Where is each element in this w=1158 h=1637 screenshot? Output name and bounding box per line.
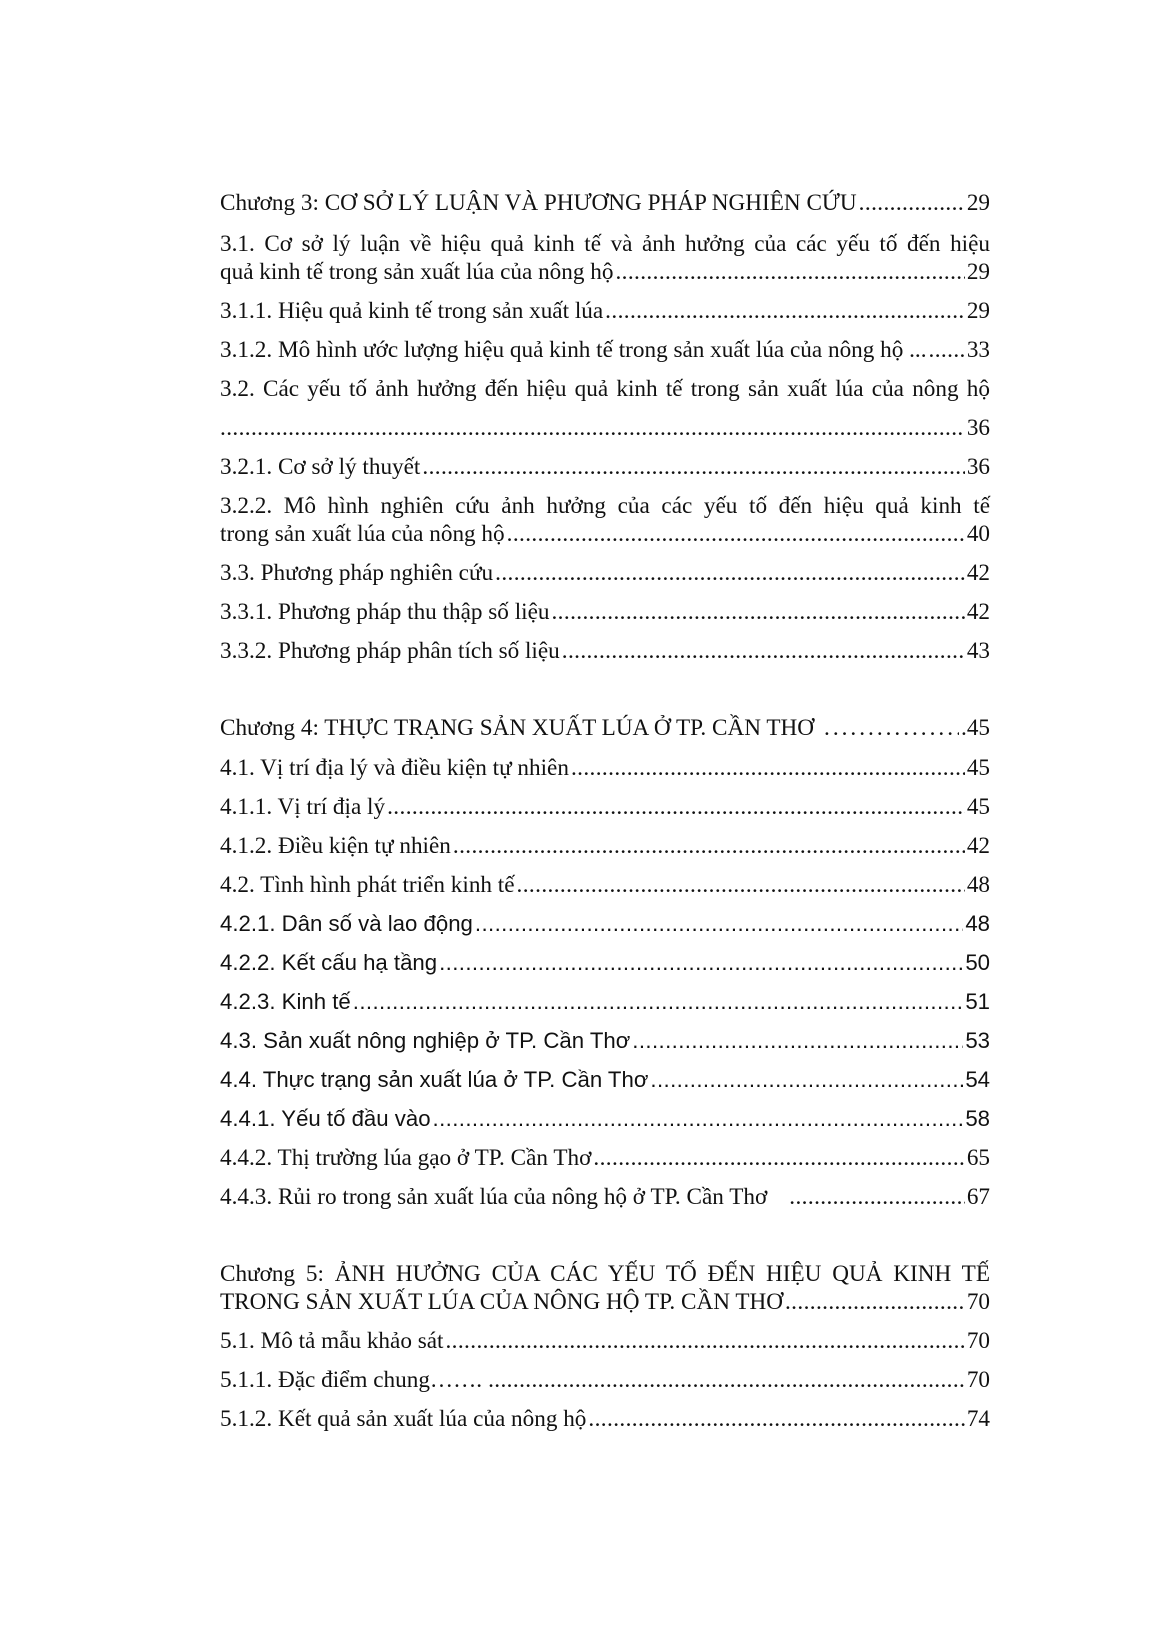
- toc-section-4-3: [220, 1026, 990, 1056]
- toc-title: 4.4.3. Rủi ro trong sản xuất lúa của nông hộ ở TP. Cần Thơ: [220, 1184, 768, 1210]
- toc-page-number: 29: [966, 259, 990, 285]
- toc-section-3-2-2: [220, 519, 990, 549]
- toc-title: 4.4.1. Yếu tố đầu vào: [220, 1106, 431, 1131]
- leader-dots: [632, 1026, 963, 1056]
- leader-dots: [488, 1365, 965, 1395]
- leader-dots: [605, 296, 965, 326]
- leader-dots: [422, 452, 964, 482]
- toc-title: 3.3.2. Phương pháp phân tích số liệu: [220, 638, 560, 664]
- leader-dots: [562, 636, 965, 666]
- toc-section-4-2-3: [220, 987, 990, 1017]
- toc-page-number: 45: [966, 755, 990, 781]
- toc-section-4-2-1: [220, 909, 990, 939]
- toc-title: 4.4. Thực trạng sản xuất lúa ở TP. Cần Thơ: [220, 1067, 649, 1092]
- toc-page-number: 54: [965, 1067, 990, 1092]
- toc-title: 4.2.2. Kết cấu hạ tầng: [220, 950, 438, 975]
- toc-section-4-4: [220, 1065, 990, 1095]
- toc-title: 4.2.3. Kinh tế: [220, 989, 351, 1014]
- toc-page-number: 50: [965, 950, 990, 975]
- toc-page-number: 74: [966, 1406, 990, 1432]
- toc-section-3-2-1: [220, 452, 990, 482]
- toc-title: Chương 4: THỰC TRẠNG SẢN XUẤT LÚA Ở TP. CẦN THƠ: [220, 715, 815, 741]
- toc-section-3-2-line1: 3.2. Các yếu tố ảnh hưởng đến hiệu quả kinh tế trong sản xuất lúa của nông hộ: [220, 376, 990, 402]
- leader-dots: [571, 753, 965, 783]
- leader-dots: [650, 1065, 963, 1095]
- toc-section-3-1-1: [220, 296, 990, 326]
- toc-page-number: .45: [961, 715, 990, 741]
- leader-dots: [517, 870, 965, 900]
- leader-dots: [593, 1143, 964, 1173]
- toc-section-4-1: [220, 753, 990, 783]
- toc-page-number: 40: [966, 521, 990, 547]
- leader-dots: [615, 257, 964, 287]
- toc-page-number: 58: [965, 1106, 990, 1131]
- toc-title: 4.2.1. Dân số và lao động: [220, 911, 473, 936]
- toc-title: 3.1.1. Hiệu quả kinh tế trong sản xuất lúa: [220, 298, 604, 324]
- leader-dots: [433, 1104, 964, 1134]
- toc-title: TRONG SẢN XUẤT LÚA CỦA NÔNG HỘ TP. CẦN THƠ: [220, 1289, 783, 1315]
- toc-page-number: 70: [966, 1328, 990, 1354]
- toc-title: trong sản xuất lúa của nông hộ: [220, 521, 505, 547]
- toc-title: 4.3. Sản xuất nông nghiệp ở TP. Cần Thơ: [220, 1028, 631, 1053]
- toc-title: Chương 3: CƠ SỞ LÝ LUẬN VÀ PHƯƠNG PHÁP NGHIÊN CỨU: [220, 190, 857, 216]
- toc-title: 3.2.1. Cơ sở lý thuyết: [220, 454, 421, 480]
- toc-section-4-2-2: [220, 948, 990, 978]
- toc-section-3-3: [220, 558, 990, 588]
- toc-page-number: 33: [966, 337, 990, 363]
- leader-dots: [439, 948, 963, 978]
- toc-title: 5.1.2. Kết quả sản xuất lúa của nông hộ: [220, 1406, 587, 1432]
- toc-title: 3.1.2. Mô hình ước lượng hiệu quả kinh tế trong sản xuất lúa của nông hộ ...: [220, 337, 927, 363]
- leader-dots: [387, 792, 965, 822]
- toc-section-4-4-1: [220, 1104, 990, 1134]
- toc-title: 3.3.1. Phương pháp thu thập số liệu: [220, 599, 550, 625]
- toc-section-3-2: [220, 413, 990, 443]
- leader-dots: [824, 713, 959, 743]
- toc-page-number: 42: [966, 833, 990, 859]
- toc-title: 3.3. Phương pháp nghiên cứu: [220, 560, 494, 586]
- toc-section-3-2-2-line1: 3.2.2. Mô hình nghiên cứu ảnh hưởng của các yếu tố đến hiệu quả kinh tế: [220, 493, 990, 519]
- toc-page-number: 67: [966, 1184, 990, 1210]
- leader-dots: [588, 1404, 964, 1434]
- toc-chapter-3: [220, 188, 990, 218]
- toc-page-number: 70: [966, 1289, 990, 1315]
- toc-title: 5.1.1. Đặc điểm chung…….: [220, 1367, 483, 1393]
- leader-dots: [551, 597, 964, 627]
- toc-section-4-4-2: [220, 1143, 990, 1173]
- toc-section-3-1: [220, 257, 990, 287]
- toc-section-3-3-1: [220, 597, 990, 627]
- leader-dots: [475, 909, 963, 939]
- toc-page-number: 36: [966, 454, 990, 480]
- toc-title: 4.1.1. Vị trí địa lý: [220, 794, 386, 820]
- toc-title: 4.1. Vị trí địa lý và điều kiện tự nhiên: [220, 755, 569, 781]
- toc-page-number: 29: [966, 298, 990, 324]
- toc-page-number: 65: [966, 1145, 990, 1171]
- toc-page-number: 29: [966, 190, 990, 216]
- toc-page-number: 48: [965, 911, 990, 936]
- toc-section-4-4-3: [220, 1182, 990, 1212]
- toc-section-3-3-2: [220, 636, 990, 666]
- toc-section-4-2: [220, 870, 990, 900]
- toc-chapter-5-line1: Chương 5: ẢNH HƯỞNG CỦA CÁC YẾU TỐ ĐẾN HIỆU QUẢ KINH TẾ: [220, 1261, 990, 1287]
- toc-page-number: 51: [965, 989, 990, 1014]
- toc-section-5-1-1: [220, 1365, 990, 1395]
- leader-dots: [353, 987, 964, 1017]
- toc-page-number: 42: [966, 599, 990, 625]
- toc-page-number: 36: [966, 415, 990, 441]
- toc-chapter-5: [220, 1287, 990, 1317]
- leader-dots: [445, 1326, 964, 1356]
- toc-page-number: 48: [966, 872, 990, 898]
- toc-title: 4.2. Tình hình phát triển kinh tế: [220, 872, 515, 898]
- toc-page-number: 42: [966, 560, 990, 586]
- leader-dots: [929, 335, 965, 365]
- toc-page-number: 70: [966, 1367, 990, 1393]
- leader-dots: [785, 1287, 965, 1317]
- leader-dots: [859, 188, 965, 218]
- leader-dots: [495, 558, 965, 588]
- toc-section-3-1-2: [220, 335, 990, 365]
- toc-title: quả kinh tế trong sản xuất lúa của nông hộ: [220, 259, 614, 285]
- toc-title: 5.1. Mô tả mẫu khảo sát: [220, 1328, 444, 1354]
- toc-title: 4.1.2. Điều kiện tự nhiên: [220, 833, 451, 859]
- toc-section-4-1-1: [220, 792, 990, 822]
- toc-section-4-1-2: [220, 831, 990, 861]
- toc-section-3-1-line1: 3.1. Cơ sở lý luận về hiệu quả kinh tế và ảnh hưởng của các yếu tố đến hiệu: [220, 231, 990, 257]
- toc-section-5-1-2: [220, 1404, 990, 1434]
- toc-page-number: 53: [965, 1028, 990, 1053]
- leader-dots: [789, 1182, 965, 1212]
- toc-title: 4.4.2. Thị trường lúa gạo ở TP. Cần Thơ: [220, 1145, 592, 1171]
- toc-chapter-4: [220, 713, 990, 743]
- leader-dots: [220, 413, 965, 443]
- toc-section-5-1: [220, 1326, 990, 1356]
- toc-page-number: 45: [966, 794, 990, 820]
- leader-dots: [507, 519, 965, 549]
- leader-dots: [453, 831, 965, 861]
- toc-page-number: 43: [966, 638, 990, 664]
